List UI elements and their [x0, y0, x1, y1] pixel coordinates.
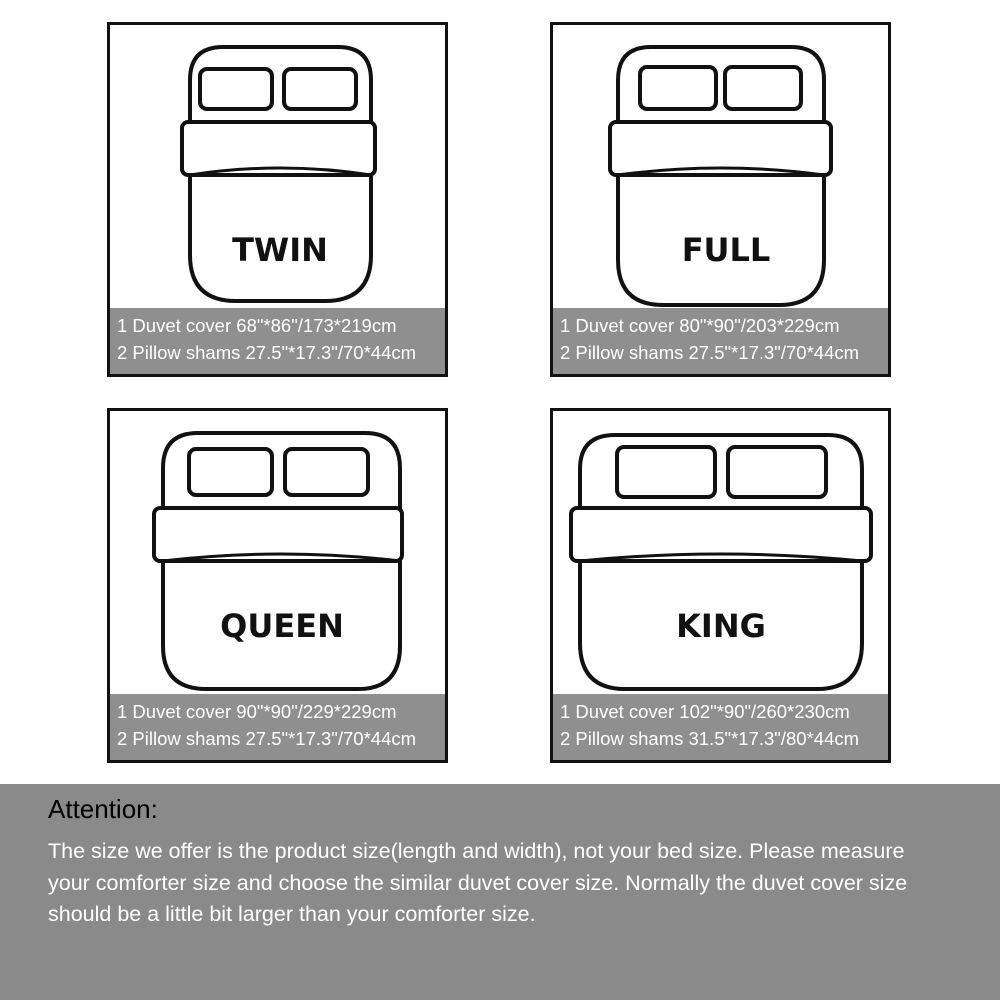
size-label-queen: QUEEN — [220, 607, 344, 645]
attention-body: The size we offer is the product size(length and width), not your bed size. Please measure your comforter size and choose the similar duvet cover size. Normally the duvet cover size should be a little bit larger than your comforter size. — [48, 839, 908, 926]
size-caption-full — [553, 308, 888, 374]
size-label-twin: TWIN — [232, 231, 328, 269]
size-panel-twin — [107, 22, 448, 377]
size-panel-queen — [107, 408, 448, 763]
shams-spec-queen: 2 Pillow shams 27.5"*17.3"/70*44cm — [117, 728, 417, 749]
size-panel-king — [550, 408, 891, 763]
duvet-spec-full: 1 Duvet cover 80"*90"/203*229cm — [560, 315, 840, 336]
duvet-spec-twin: 1 Duvet cover 68"*86"/173*219cm — [117, 315, 397, 336]
size-label-king: KING — [676, 607, 766, 645]
attention-section — [0, 784, 1000, 1000]
duvet-spec-queen: 1 Duvet cover 90"*90"/229*229cm — [117, 701, 397, 722]
size-panel-full — [550, 22, 891, 377]
size-label-full: FULL — [681, 231, 771, 269]
size-caption-queen — [110, 694, 445, 760]
shams-spec-king: 2 Pillow shams 31.5"*17.3"/80*44cm — [560, 728, 860, 749]
duvet-spec-king: 1 Duvet cover 102"*90"/260*230cm — [560, 701, 850, 722]
size-caption-king — [553, 694, 888, 760]
size-caption-twin — [110, 308, 445, 374]
shams-spec-twin: 2 Pillow shams 27.5"*17.3"/70*44cm — [117, 342, 417, 363]
attention-title: Attention: — [48, 794, 158, 824]
shams-spec-full: 2 Pillow shams 27.5"*17.3"/70*44cm — [560, 342, 860, 363]
